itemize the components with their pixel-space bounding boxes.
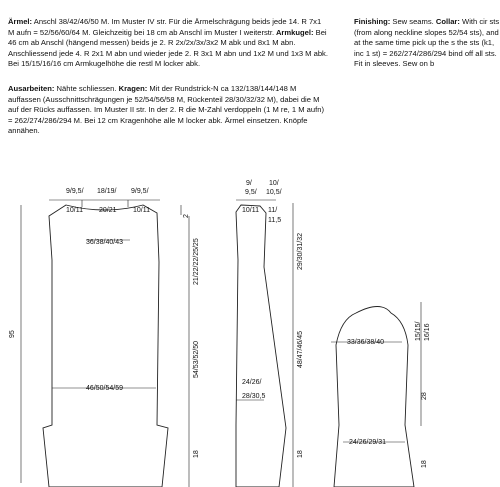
back-shoulder-right-b: 10/11 [133,207,150,214]
sleeve-piece-outline [334,307,414,487]
sleeve-cuff-height: 18 [421,460,428,468]
front-neck-d: 11,5 [268,217,282,224]
sleeve-length: 28 [421,392,428,400]
back-shoulder-left-b: 10/11 [66,207,83,214]
front-neck-c: 11/ [268,207,278,214]
back-neck-depth: 2 [183,214,190,218]
back-rib-height: 18 [193,450,200,458]
back-armhole-height: 21/22/22/25/25 [193,238,200,285]
front-width-a: 24/26/ [242,379,262,386]
sleeve-cap-height-b: 16/16 [424,323,431,341]
back-body-height: 54/53/52/50 [193,341,200,378]
front-side-height: 48/47/46/45 [297,331,304,368]
back-total-height: 95 [9,330,16,338]
armel-body: Anschl 38/42/46/50 M. Im Muster IV str. Für die Ärmelschrägung beids jede 14. R 7x1 M aufn = 52/56/60/64 M. Gleichzeitig bei 18 cm ab Anschl im Muster I weiterstr. [8,17,322,37]
front-neck-a: 10/ [269,180,279,187]
collar-heading: Collar: [433,17,460,26]
front-shoulder-b: 9,5/ [245,189,257,196]
back-piece-outline [43,205,168,487]
front-width-b: 28/30,5 [242,393,266,400]
sleeve-cuff-width: 24/26/29/31 [349,439,386,446]
back-chest-width: 36/38/40/43 [86,239,123,246]
kragen-body: Mit der Rundstrick-N ca 132/138/144/148 M auffassen (Ausschnittschrägungen je 52/54/56/58 M, Rückenteil 28/30/32/32 M), dabei die M auf der Rücks auffassen. Im Muster II str. In der 2. R die M-Zahl verdoppeln (1 M re, 1 M aufn) = 262/274/286/294 M. Bei 12 cm Kragenhöhe alle M locker abk. Ärmel einsetzen. Knöpfe annähen. [8,84,324,136]
ausarbeiten-body: Nähte schliessen. [54,84,117,93]
armkugel-heading: Armkugel: [274,27,314,37]
back-neck-width-b: 20/21 [99,207,117,214]
sleeve-cap-height-a: 15/15/ [415,321,422,341]
sleeve-upper-width: 33/36/38/40 [347,339,384,346]
front-rib-height: 18 [297,450,304,458]
back-shoulder-left-a: 9/9,5/ [66,188,84,195]
ausarbeiten-heading: Ausarbeiten: [8,84,55,93]
back-hem-width: 46/50/54/59 [86,385,123,392]
collar-body: With cir sts (from along neckline slopes 52/54 sts), and at the same time pick up the s the sts (k1, inc 1 st) = 262/274/286/294 bind off all sts. Fit in sleeves. Sew on b [354,17,500,69]
front-shoulder-a: 9/ [246,180,252,187]
back-neck-width-a: 18/19/ [97,188,117,195]
back-shoulder-right-a: 9/9,5/ [131,188,149,195]
finishing-heading: Finishing: [354,17,391,26]
front-neckline-height: 29/30/31/32 [297,233,304,270]
front-shoulder-c: 10/11 [242,207,259,214]
kragen-heading: Kragen: [116,84,148,93]
front-neck-b: 10,5/ [266,189,282,196]
finishing-body: Sew seams. [390,17,434,26]
armkugel-body: Bei 46 cm ab Anschl (hängend messen) beids je 2. R 2x/2x/3x/3x2 M abk und 8x1 M abn. Anschliessend jede 4. R 2x1 M abn und wieder jede 2. R 3x1 M abn und 1x2 M und 1x3 M abk. Bei 15/15/16/16 cm Armkugelhöhe die restl M locker abk. [8,27,328,69]
armel-heading: Ärmel: [8,17,33,26]
front-piece-outline [236,205,286,487]
